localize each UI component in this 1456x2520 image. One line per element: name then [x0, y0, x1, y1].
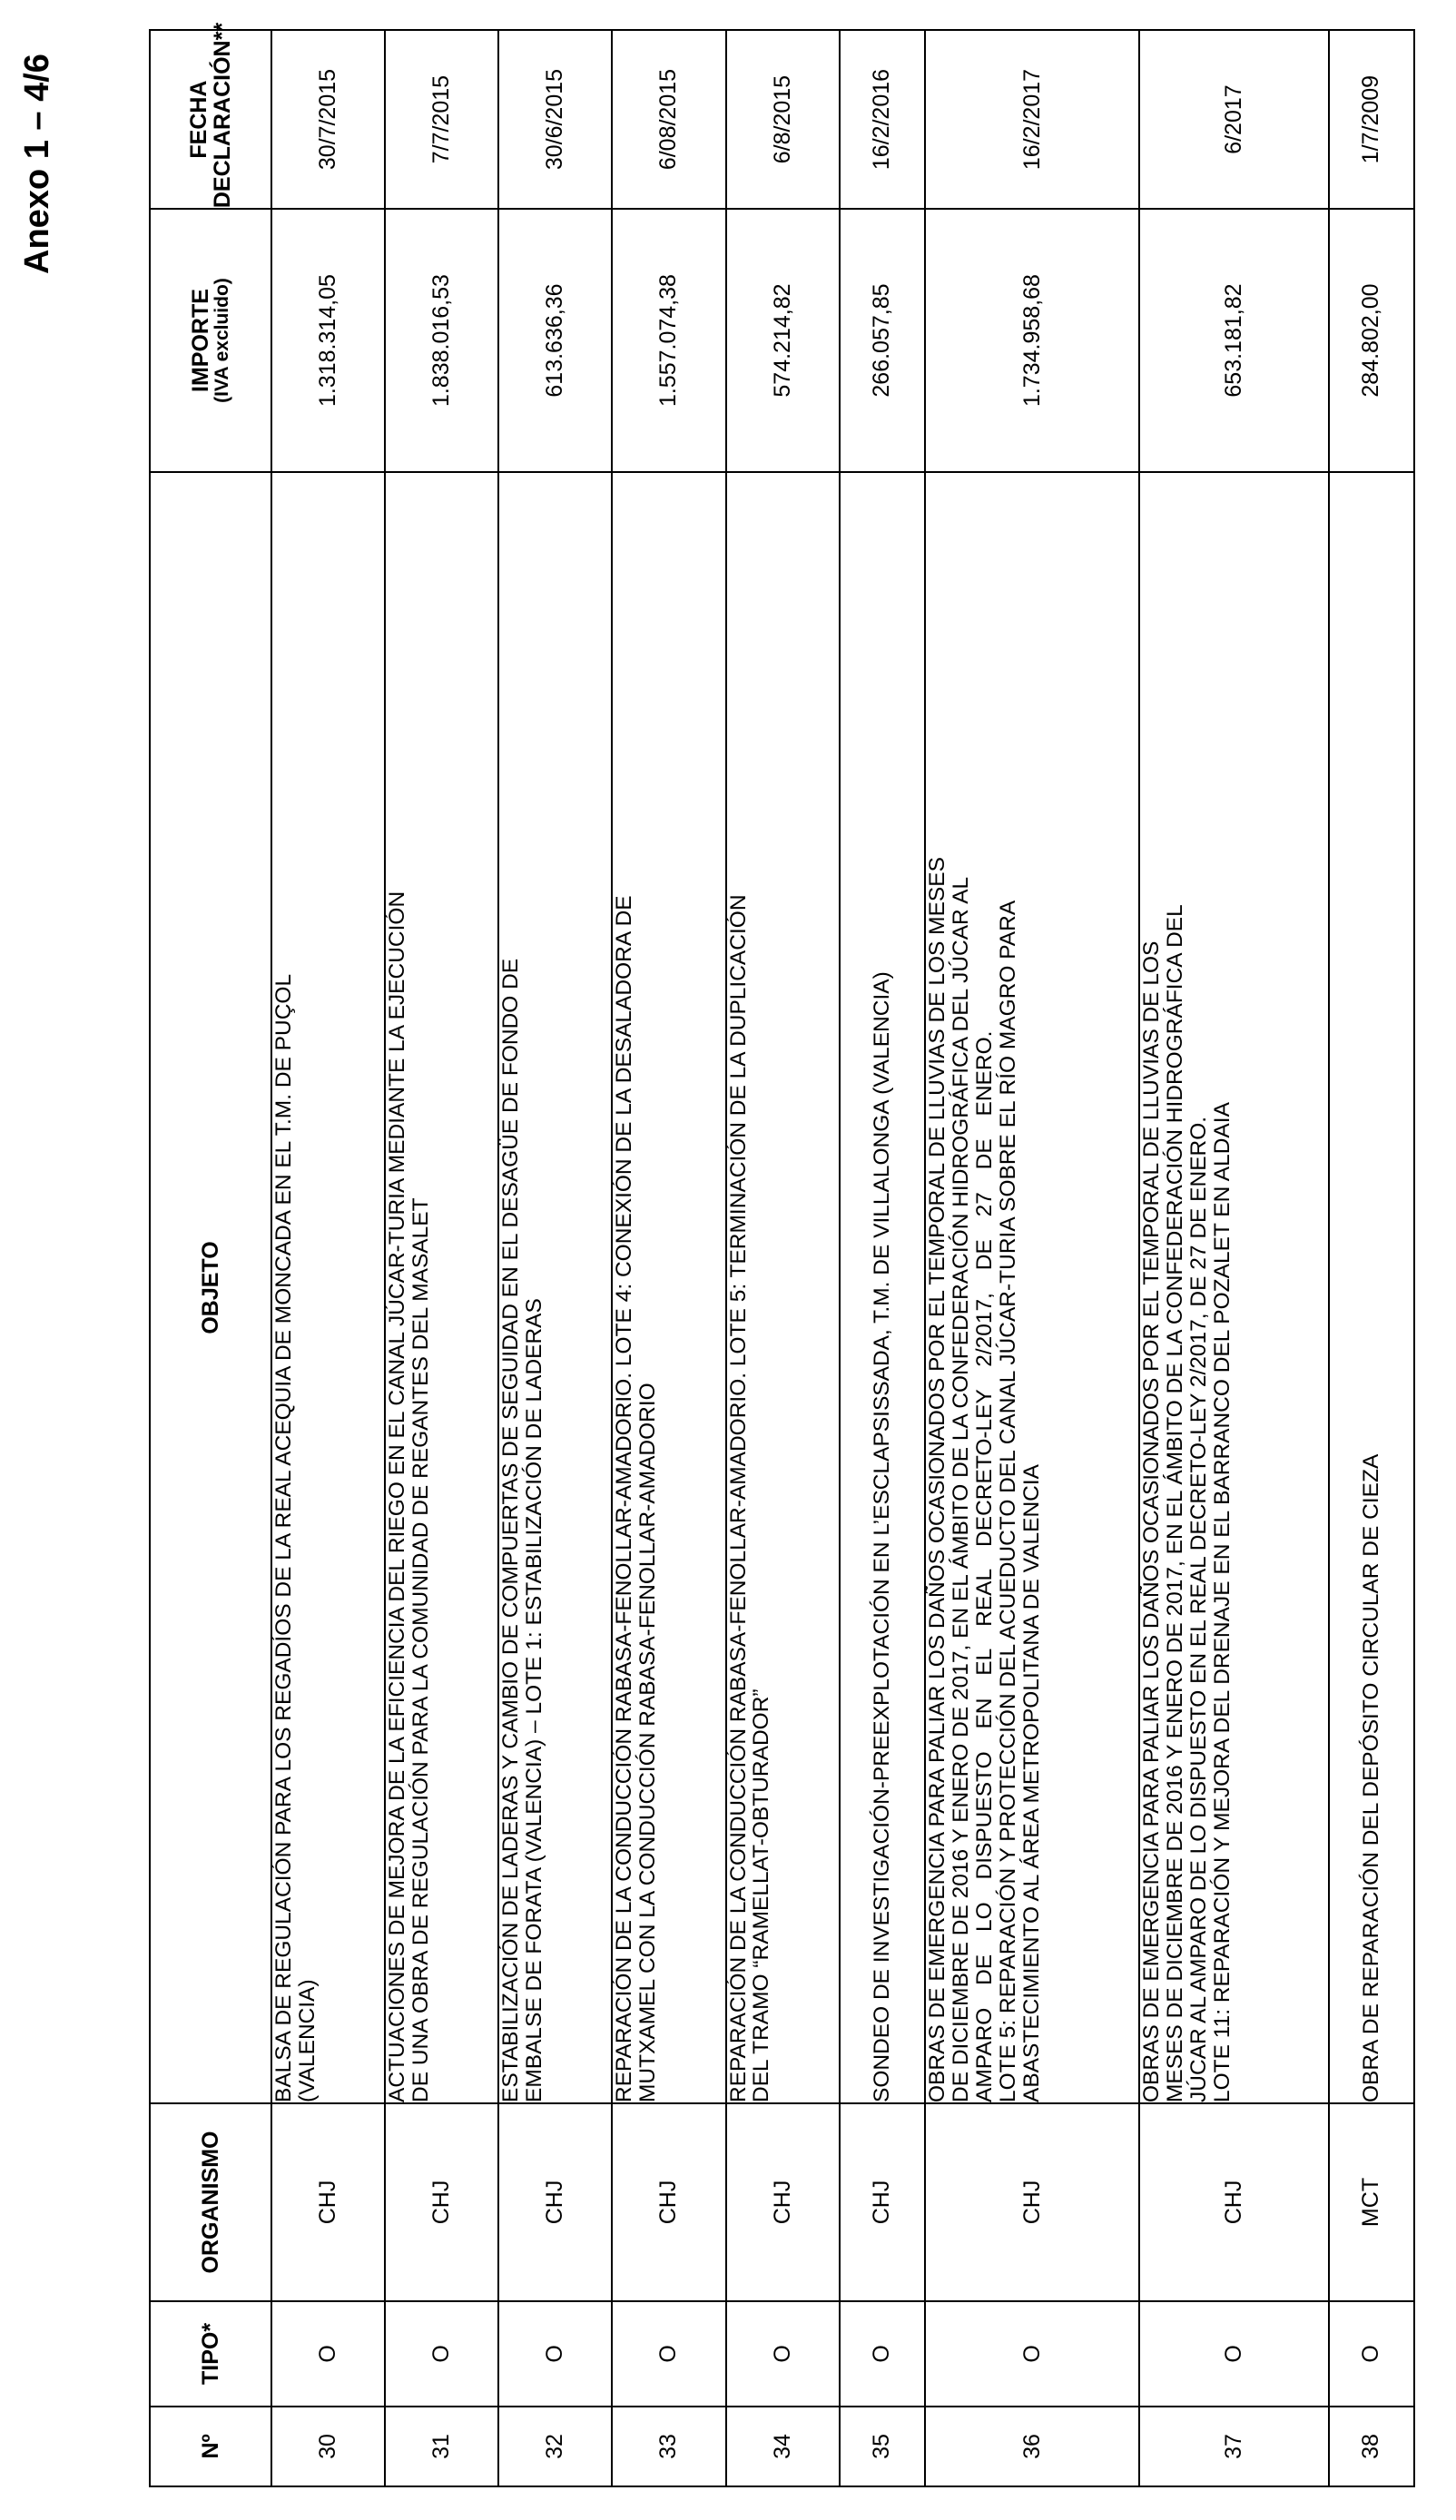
- cell-tipo: O: [726, 2301, 840, 2407]
- table-row: [498, 30, 612, 2486]
- header-organismo: ORGANISMO: [150, 2103, 271, 2301]
- cell-objeto: [498, 472, 612, 2103]
- table-row: [925, 30, 1139, 2486]
- objeto-line: OBRA DE REPARACIÓN DEL DEPÓSITO CIRCULAR DE CIEZA: [1358, 1453, 1383, 2102]
- cell-tipo: O: [385, 2301, 498, 2407]
- cell-objeto: [612, 472, 725, 2103]
- objeto-line: ABASTECIMIENTO AL ÁREA METROPOLITANA DE VALENCIA: [1018, 1464, 1044, 2102]
- cell-organismo: CHJ: [612, 2103, 725, 2301]
- objeto-line: (VALENCIA): [294, 1979, 320, 2102]
- objeto-line: EMBALSE DE FORATA (VALENCIA) – LOTE 1: ESTABILIZACIÓN DE LADERAS: [522, 1298, 547, 2102]
- cell-objeto: [1139, 472, 1329, 2103]
- cell-importe: 574.214,82: [726, 209, 840, 472]
- cell-importe: 266.057,85: [840, 209, 925, 472]
- header-importe: [150, 209, 271, 472]
- cell-importe: 1.557.074,38: [612, 209, 725, 472]
- objeto-line: OBRAS DE EMERGENCIA PARA PALIAR LOS DAÑOS OCASIONADOS POR EL TEMPORAL DE LLUVIAS DE LOS: [1139, 940, 1164, 2102]
- annex-table: [149, 22, 1415, 2487]
- cell-num: 35: [840, 2407, 925, 2486]
- cell-organismo: CHJ: [840, 2103, 925, 2301]
- cell-importe: 613.636,36: [498, 209, 612, 472]
- objeto-line: DE UNA OBRA DE REGULACIÓN PARA LA COMUNIDAD DE REGANTES DEL MASALET: [408, 1197, 434, 2102]
- cell-tipo: O: [1329, 2301, 1414, 2407]
- table-row: [612, 30, 725, 2486]
- table-row: [1139, 30, 1329, 2486]
- cell-objeto: [840, 472, 925, 2103]
- cell-num: 33: [612, 2407, 725, 2486]
- cell-organismo: CHJ: [925, 2103, 1139, 2301]
- table-row: [726, 30, 840, 2486]
- cell-num: 30: [271, 2407, 385, 2486]
- table-row: [840, 30, 925, 2486]
- table-row: [271, 30, 385, 2486]
- objeto-line: MESES DE DICIEMBRE DE 2016 Y ENERO DE 2017, EN EL ÁMBITO DE LA CONFEDERACIÓN HIDROGRÁFICA DEL: [1162, 904, 1187, 2102]
- objeto-line: AMPARO DE LO DISPUESTO EN EL REAL DECRETO-LEY 2/2017, DE 27 DE ENERO.: [971, 1030, 997, 2102]
- cell-fecha: 16/2/2016: [840, 30, 925, 209]
- cell-num: 38: [1329, 2407, 1414, 2486]
- cell-importe: 1.838.016,53: [385, 209, 498, 472]
- cell-fecha: 1/7/2009: [1329, 30, 1414, 209]
- objeto-line: ACTUACIONES DE MEJORA DE LA EFICIENCIA DEL RIEGO EN EL CANAL JÚCAR-TURIA MEDIANTE LA EJECUCIÓN: [385, 891, 410, 2102]
- cell-fecha: 6/08/2015: [612, 30, 725, 209]
- header-fecha-line1: FECHA: [185, 80, 212, 159]
- header-importe-label: IMPORTE: [187, 289, 213, 392]
- objeto-line: LOTE 5: REPARACIÓN Y PROTECCIÓN DEL ACUEDUCTO DEL CANAL JÚCAR-TURIA SOBRE EL RÍO MAGRO PARA: [995, 900, 1020, 2102]
- cell-num: 34: [726, 2407, 840, 2486]
- cell-num: 37: [1139, 2407, 1329, 2486]
- cell-objeto: [385, 472, 498, 2103]
- objeto-line: REPARACIÓN DE LA CONDUCCIÓN RABASA-FENOLLAR-AMADORIO. LOTE 4: CONEXIÓN DE LA DESALADORA DE: [612, 895, 637, 2102]
- objeto-line: ESTABILIZACIÓN DE LADERAS Y CAMBIO DE COMPUERTAS DE SEGUIDAD EN EL DESAGÜE DE FONDO DE: [498, 958, 524, 2102]
- header-fecha: [150, 22, 271, 209]
- cell-objeto: [925, 472, 1139, 2103]
- cell-objeto: [1329, 472, 1414, 2103]
- table-row: [1329, 30, 1414, 2486]
- cell-fecha: 6/8/2015: [726, 30, 840, 209]
- cell-objeto: [271, 472, 385, 2103]
- objeto-line: OBRAS DE EMERGENCIA PARA PALIAR LOS DAÑOS OCASIONADOS POR EL TEMPORAL DE LLUVIAS DE LOS MESES: [925, 857, 950, 2102]
- cell-fecha: 30/6/2015: [498, 30, 612, 209]
- cell-num: 36: [925, 2407, 1139, 2486]
- objeto-line: LOTE 11: REPARACIÓN Y MEJORA DEL DRENAJE EN EL BARRANCO DEL POZALET EN ALDAIA: [1209, 1102, 1235, 2102]
- cell-organismo: CHJ: [385, 2103, 498, 2301]
- cell-objeto: [726, 472, 840, 2103]
- cell-fecha: 6/2017: [1139, 30, 1329, 209]
- header-num: Nº: [150, 2407, 271, 2486]
- cell-tipo: O: [271, 2301, 385, 2407]
- cell-num: 31: [385, 2407, 498, 2486]
- header-importe-sub: (IVA excluido): [212, 278, 233, 403]
- cell-fecha: 7/7/2015: [385, 30, 498, 209]
- cell-tipo: O: [925, 2301, 1139, 2407]
- page-title: Anexo 1 – 4/6: [18, 54, 56, 274]
- cell-fecha: 16/2/2017: [925, 30, 1139, 209]
- cell-tipo: O: [1139, 2301, 1329, 2407]
- objeto-line: DE DICIEMBRE DE 2016 Y ENERO DE 2017, EN EL ÁMBITO DE LA CONFEDERACIÓN HIDROGRÁFICA DEL JÚCAR AL: [948, 876, 973, 2102]
- objeto-line: SONDEO DE INVESTIGACIÓN-PREEXPLOTACIÓN EN L’ESCLAPSISSADA, T.M. DE VILLALONGA (VALENCIA): [869, 971, 894, 2102]
- cell-importe: 1.734.958,68: [925, 209, 1139, 472]
- objeto-line: JÚCAR AL AMPARO DE LO DISPUESTO EN EL REAL DECRETO-LEY 2/2017, DE 27 DE ENERO.: [1185, 1116, 1211, 2102]
- cell-organismo: CHJ: [271, 2103, 385, 2301]
- objeto-line: DEL TRAMO “RAMELLAT-OBTURADOR”: [749, 1688, 774, 2102]
- header-fecha-line2: DECLARACIÓN**: [210, 22, 235, 209]
- objeto-line: MUTXAMEL CON LA CONDUCCIÓN RABASA-FENOLLAR-AMADORIO: [635, 1383, 661, 2102]
- cell-importe: 284.802,00: [1329, 209, 1414, 472]
- cell-tipo: O: [840, 2301, 925, 2407]
- header-tipo: TIPO*: [150, 2301, 271, 2407]
- table-row: [385, 30, 498, 2486]
- header-objeto: OBJETO: [150, 472, 271, 2103]
- cell-organismo: CHJ: [726, 2103, 840, 2301]
- cell-tipo: O: [498, 2301, 612, 2407]
- objeto-line: REPARACIÓN DE LA CONDUCCIÓN RABASA-FENOLLAR-AMADORIO. LOTE 5: TERMINACIÓN DE LA DUPLICACIÓN: [725, 894, 751, 2102]
- cell-num: 32: [498, 2407, 612, 2486]
- cell-organismo: MCT: [1329, 2103, 1414, 2301]
- cell-organismo: CHJ: [1139, 2103, 1329, 2301]
- cell-importe: 653.181,82: [1139, 209, 1329, 472]
- cell-fecha: 30/7/2015: [271, 30, 385, 209]
- cell-importe: 1.318.314,05: [271, 209, 385, 472]
- objeto-line: BALSA DE REGULACIÓN PARA LOS REGADÍOS DE LA REAL ACEQUIA DE MONCADA EN EL T.M. DE PUÇOL: [271, 973, 296, 2102]
- table-header-row: [150, 30, 271, 2486]
- cell-tipo: O: [612, 2301, 725, 2407]
- cell-organismo: CHJ: [498, 2103, 612, 2301]
